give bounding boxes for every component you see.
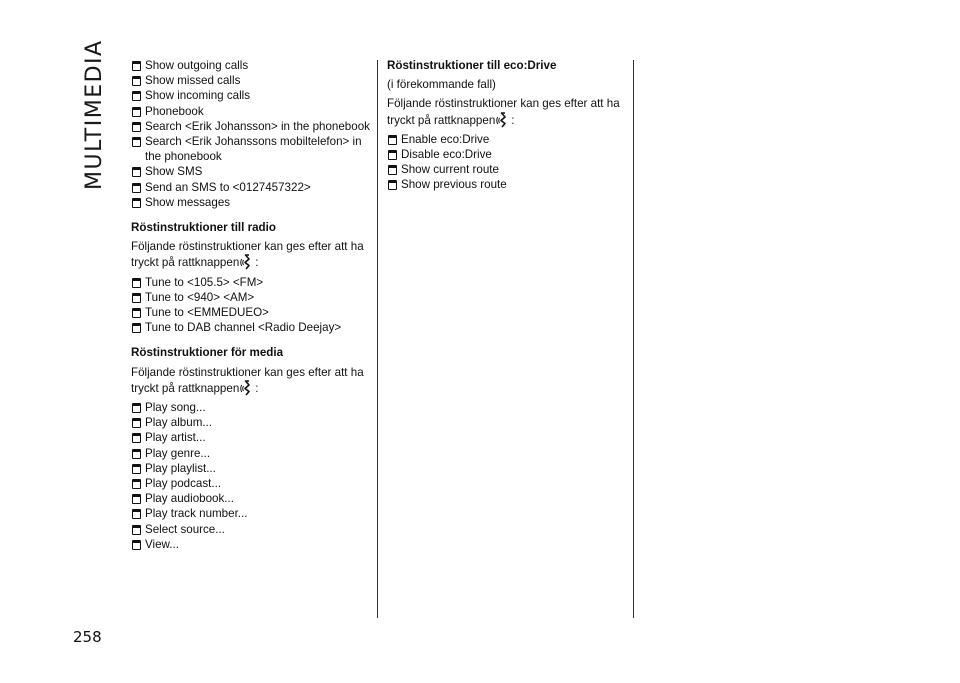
phone-command-icon <box>132 449 141 459</box>
phone-command-icon <box>132 418 141 428</box>
phone-command-icon <box>388 135 397 145</box>
list-item: Play genre... <box>131 446 371 461</box>
list-item: Search <Erik Johansson> in the phonebook <box>131 119 371 134</box>
list-item: Select source... <box>131 522 371 537</box>
list-item: Tune to <EMMEDUEO> <box>131 305 371 320</box>
list-item: Tune to DAB channel <Radio Deejay> <box>131 320 371 335</box>
list-item: Show outgoing calls <box>131 58 371 73</box>
list-item: Play podcast... <box>131 476 371 491</box>
phone-command-icon <box>132 323 141 333</box>
eco-command-list <box>387 132 627 193</box>
phone-command-icon <box>132 107 141 117</box>
phone-command-icon <box>132 91 141 101</box>
eco-heading: Röstinstruktioner till eco:Drive <box>387 59 557 72</box>
list-item: Tune to <105.5> <FM> <box>131 275 371 290</box>
phone-command-icon <box>132 198 141 208</box>
list-item: Play track number... <box>131 506 371 521</box>
phone-command-icon <box>132 433 141 443</box>
radio-command-list <box>131 275 371 336</box>
list-item: Show missed calls <box>131 73 371 88</box>
column-left <box>131 58 371 552</box>
list-item: Disable eco:Drive <box>387 147 627 162</box>
list-item: Play playlist... <box>131 461 371 476</box>
phone-command-icon <box>132 293 141 303</box>
list-item: Show messages <box>131 195 371 210</box>
list-item: Play audiobook... <box>131 491 371 506</box>
phone-command-icon <box>132 137 141 147</box>
phone-command-icon <box>132 525 141 535</box>
list-item: Show incoming calls <box>131 88 371 103</box>
radio-heading: Röstinstruktioner till radio <box>131 221 276 235</box>
list-item: Play song... <box>131 400 371 415</box>
phone-command-icon <box>388 165 397 175</box>
list-item: Show SMS <box>131 164 371 179</box>
media-heading: Röstinstruktioner för media <box>131 346 284 360</box>
media-command-list <box>131 400 371 552</box>
list-item: Search <Erik Johanssons mobiltelefon> in the phonebook <box>131 134 371 164</box>
list-item: Send an SMS to <0127457322> <box>131 180 371 195</box>
phone-command-icon <box>132 183 141 193</box>
phone-command-icon <box>132 76 141 86</box>
voice-command-icon <box>240 254 254 270</box>
phone-command-icon <box>132 122 141 132</box>
column-divider-right <box>633 60 634 618</box>
phone-command-icon <box>132 278 141 288</box>
eco-note: (i förekommande fall) <box>387 78 496 92</box>
list-item: Show current route <box>387 162 627 177</box>
page-number: 258 <box>73 628 102 646</box>
list-item: Play album... <box>131 415 371 430</box>
phone-command-icon <box>132 167 141 177</box>
list-item: Play artist... <box>131 430 371 445</box>
phone-command-icon <box>132 509 141 519</box>
eco-intro: Följande röstinstruktioner kan ges efter att ha tryckt på rattknappen : <box>387 97 620 127</box>
radio-intro: Följande röstinstruktioner kan ges efter att ha tryckt på rattknappen : <box>131 240 364 270</box>
voice-command-icon <box>240 380 254 396</box>
chapter-title: MULTIMEDIA <box>82 39 107 190</box>
list-item: Phonebook <box>131 104 371 119</box>
list-item: View... <box>131 537 371 552</box>
phone-command-icon <box>388 150 397 160</box>
column-right <box>387 58 627 193</box>
phone-command-icon <box>388 180 397 190</box>
phone-command-icon <box>132 403 141 413</box>
list-item: Tune to <940> <AM> <box>131 290 371 305</box>
phone-command-icon <box>132 464 141 474</box>
phone-command-icon <box>132 540 141 550</box>
list-item: Show previous route <box>387 177 627 192</box>
phone-command-icon <box>132 494 141 504</box>
list-item: Enable eco:Drive <box>387 132 627 147</box>
phone-command-list <box>131 58 371 210</box>
voice-command-icon <box>496 112 510 128</box>
phone-command-icon <box>132 308 141 318</box>
media-intro: Följande röstinstruktioner kan ges efter att ha tryckt på rattknappen : <box>131 365 364 395</box>
phone-command-icon <box>132 479 141 489</box>
column-divider-left <box>377 60 378 618</box>
phone-command-icon <box>132 61 141 71</box>
